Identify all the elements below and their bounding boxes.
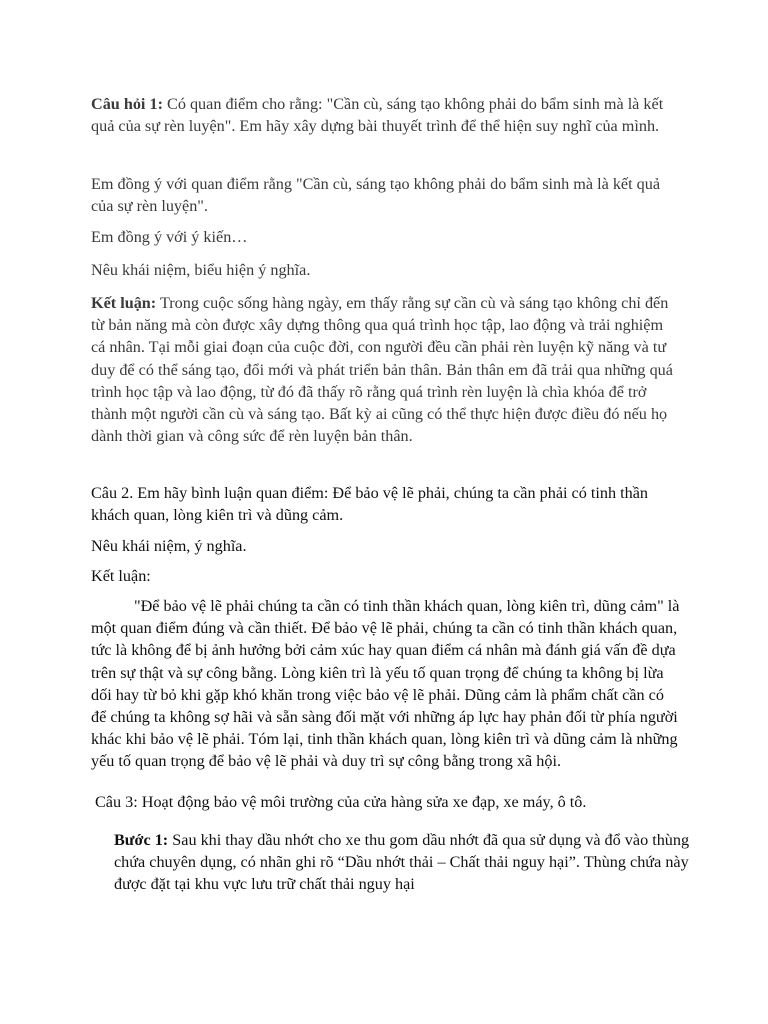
step-1 [114, 829, 694, 896]
agree-short-paragraph: Em đồng ý với ý kiến… [91, 228, 248, 246]
question-2: Câu 2. Em hãy bình luận quan điểm: Để bảo vệ lẽ phải, chúng ta cần phải có tinh thần khách quan, lòng kiên trì và dũng cảm. [91, 484, 648, 525]
question-1-label: Câu hỏi 1: [91, 95, 163, 113]
agree-paragraph: Em đồng ý với quan điểm rằng "Cần cù, sáng tạo không phải do bẩm sinh mà là kết quả của sự rèn luyện". [91, 175, 661, 216]
conclusion-1 [91, 292, 681, 447]
concept-paragraph-1: Nêu khái niệm, biểu hiện ý nghĩa. [91, 261, 311, 279]
question-3: Câu 3: Hoạt động bảo vệ môi trường của cửa hàng sửa xe đạp, xe máy, ô tô. [95, 793, 587, 811]
conclusion-2-label: Kết luận: [91, 567, 151, 585]
step-1-label: Bước 1: [114, 831, 169, 849]
conclusion-1-label: Kết luận: [91, 294, 157, 312]
question-1-text: Có quan điểm cho rằng: "Cần cù, sáng tạo không phải do bẩm sinh mà là kết quả của sự rèn luyện". Em hãy xây dựng bài thuyết trình để thể hiện suy nghĩ của mình. [91, 95, 664, 136]
conclusion-2-text: "Để bảo vệ lẽ phải chúng ta cần có tinh thần khách quan, lòng kiên trì, dũng cảm" là một quan điểm đúng và cần thiết. Để bảo vệ lẽ phải, chúng ta cần có tinh thần khách quan, tức là không để bị ảnh hưởng bởi cảm xúc hay quan điểm cá nhân mà đánh giá vấn đề dựa trên sự thật và sự công bằng. Lòng kiên trì là yếu tố quan trọng để chúng ta không bị lừa dối hay từ bỏ khi gặp khó khăn trong việc bảo vệ lẽ phải. Dũng cảm là phẩm chất cần có để chúng ta không sợ hãi và sẵn sàng đối mặt với những áp lực hay phản đối từ phía người khác khi bảo vệ lẽ phải. Tóm lại, tinh thần khách quan, lòng kiên trì và dũng cảm là những yếu tố quan trọng để bảo vệ lẽ phải và duy trì sự công bằng trong xã hội. [91, 597, 680, 771]
question-1 [91, 93, 681, 137]
conclusion-1-text: Trong cuộc sống hàng ngày, em thấy rằng sự cần cù và sáng tạo không chỉ đến từ bản năng mà còn được xây dựng thông qua quá trình học tập, lao động và trải nghiệm cá nhân. Tại mỗi giai đoạn của cuộc đời, con người đều cần phải rèn luyện kỹ năng và tư duy để có thể sáng tạo, đổi mới và phát triển bản thân. Bản thân em đã trải qua những quá trình học tập và lao động, từ đó đã thấy rõ rằng quá trình rèn luyện là chìa khóa để trở thành một người cần cù và sáng tạo. Bất kỳ ai cũng có thể thực hiện được điều đó nếu họ dành thời gian và công sức để rèn luyện bản thân. [91, 294, 673, 446]
step-1-text: Sau khi thay dầu nhớt cho xe thu gom dầu nhớt đã qua sử dụng và đổ vào thùng chứa chuyên dụng, có nhãn ghi rõ “Dầu nhớt thải – Chất thải nguy hại”. Thùng chứa này được đặt tại khu vực lưu trữ chất thải nguy hại [114, 831, 690, 894]
concept-paragraph-2: Nêu khái niệm, ý nghĩa. [91, 537, 247, 555]
